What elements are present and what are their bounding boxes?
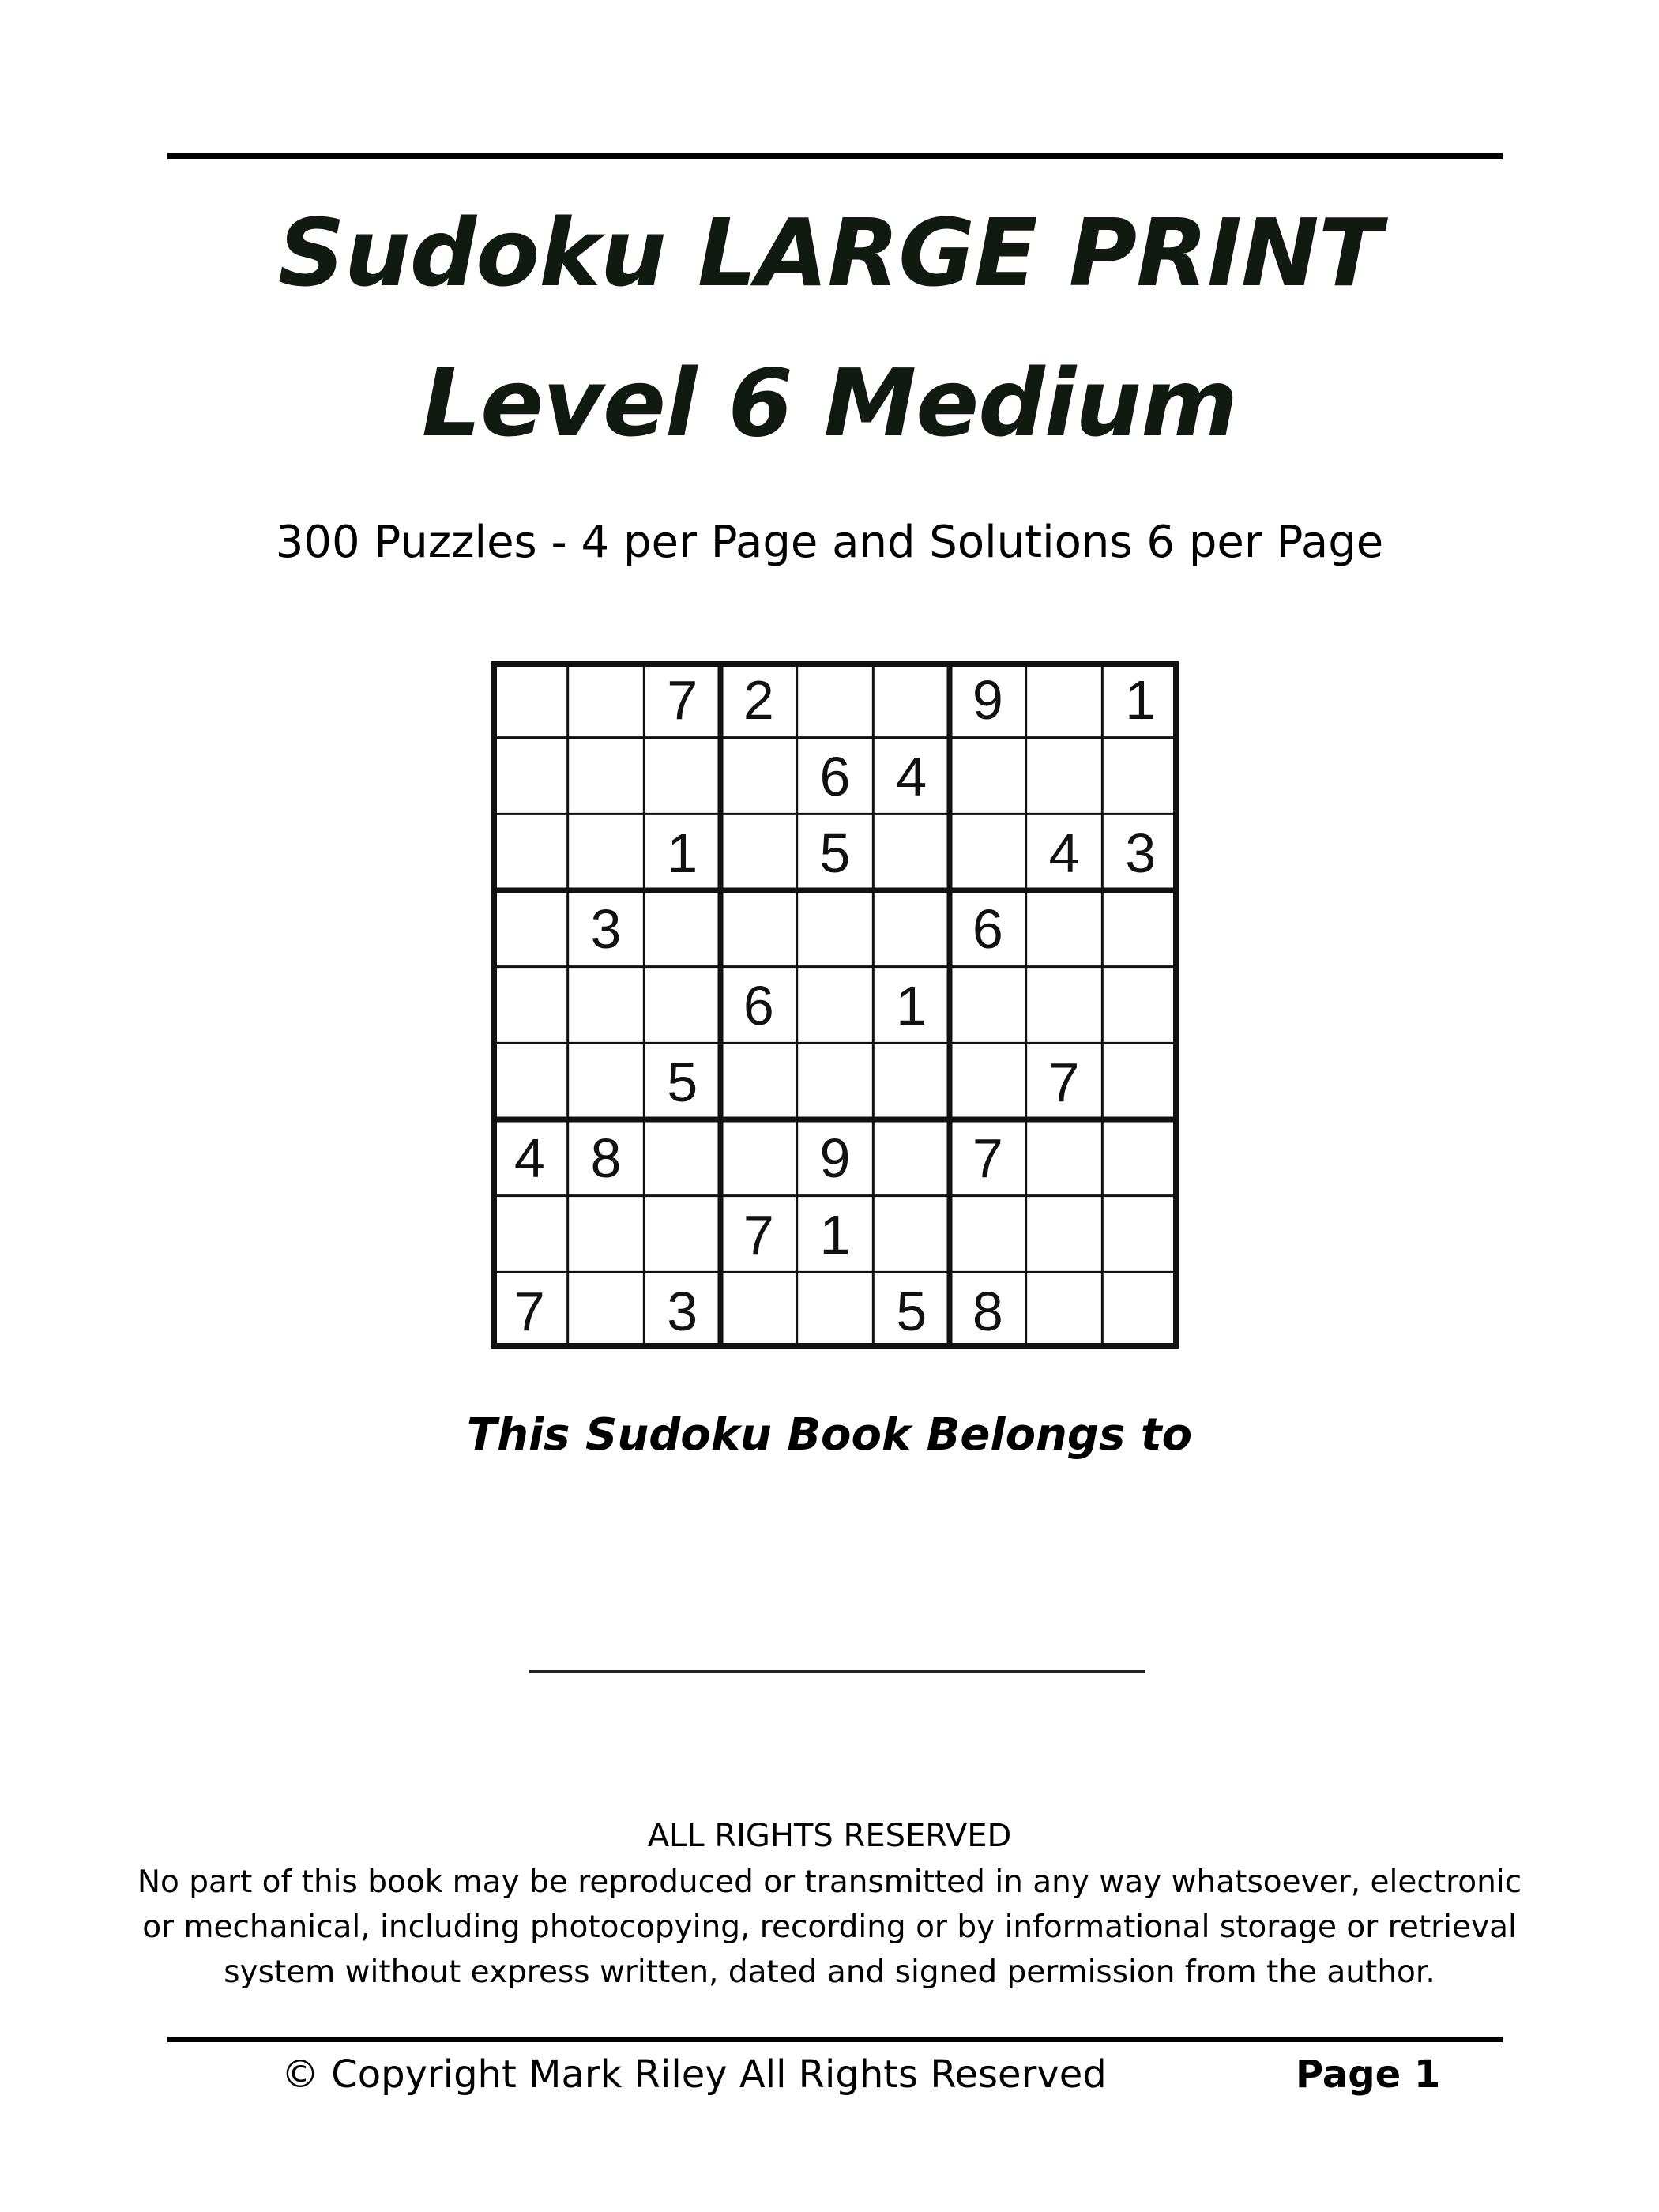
sudoku-empty-cell <box>568 814 644 890</box>
sudoku-empty-cell <box>720 814 796 890</box>
sudoku-empty-cell <box>1026 1196 1102 1272</box>
sudoku-empty-cell <box>1103 738 1179 814</box>
sudoku-empty-cell <box>1026 967 1102 1043</box>
sudoku-given-cell: 8 <box>590 1127 622 1190</box>
sudoku-empty-cell <box>720 738 796 814</box>
sudoku-empty-cell <box>797 1273 873 1349</box>
rights-heading: ALL RIGHTS RESERVED <box>647 1818 1012 1854</box>
sudoku-given-cell: 6 <box>743 975 774 1036</box>
sudoku-empty-cell <box>1026 1119 1102 1195</box>
sudoku-empty-cell <box>491 1044 567 1119</box>
sudoku-empty-cell <box>720 890 796 966</box>
sudoku-empty-cell <box>720 1273 796 1349</box>
sudoku-given-cell: 1 <box>896 975 927 1036</box>
sudoku-empty-cell <box>874 1196 950 1272</box>
copyright-notice: © Copyright Mark Riley All Rights Reserved <box>281 2052 1107 2097</box>
sudoku-given-cell: 5 <box>819 822 851 884</box>
book-subtitle: 300 Puzzles - 4 per Page and Solutions 6 per Page <box>275 517 1384 568</box>
rights-notice: No part of this book may be reproduced or transmitted in any way whatsoever, electronic or mechanical, including photocopying, recording or by informational storage or retrieval system without express written, dated and signed permission from the author. <box>137 1864 1522 1990</box>
sudoku-given-cell: 7 <box>667 669 698 732</box>
sudoku-empty-cell <box>645 1196 720 1272</box>
sudoku-empty-cell <box>1103 1119 1179 1195</box>
sudoku-empty-cell <box>645 1119 720 1195</box>
sudoku-empty-cell <box>720 1119 796 1195</box>
sudoku-empty-cell <box>797 661 873 737</box>
sudoku-empty-cell <box>568 738 644 814</box>
sudoku-given-cell: 6 <box>972 898 1003 961</box>
sudoku-empty-cell <box>491 814 567 890</box>
sudoku-empty-cell <box>950 1044 1025 1119</box>
sudoku-empty-cell <box>1103 890 1179 966</box>
sudoku-empty-cell <box>645 890 720 966</box>
sudoku-empty-cell <box>874 814 950 890</box>
sudoku-given-cell: 2 <box>743 669 774 732</box>
sudoku-empty-cell <box>720 1044 796 1119</box>
sudoku-empty-cell <box>491 661 567 737</box>
sudoku-empty-cell <box>568 1273 644 1349</box>
sudoku-given-cell: 5 <box>896 1280 927 1342</box>
sudoku-given-cell: 9 <box>972 669 1003 732</box>
sudoku-empty-cell <box>491 738 567 814</box>
sudoku-empty-cell <box>797 1044 873 1119</box>
sudoku-empty-cell <box>1103 1044 1179 1119</box>
sudoku-given-cell: 3 <box>590 898 622 961</box>
sudoku-empty-cell <box>568 967 644 1043</box>
sudoku-empty-cell <box>874 661 950 737</box>
book-title-line1: Sudoku LARGE PRINT <box>277 198 1382 307</box>
sudoku-empty-cell <box>1103 1273 1179 1349</box>
sudoku-given-cell: 7 <box>514 1280 545 1342</box>
sudoku-empty-cell <box>874 1119 950 1195</box>
sudoku-empty-cell <box>645 967 720 1043</box>
sudoku-given-cell: 7 <box>743 1204 774 1266</box>
sudoku-empty-cell <box>950 967 1025 1043</box>
sudoku-empty-cell <box>797 890 873 966</box>
sudoku-given-cell: 1 <box>819 1204 851 1266</box>
sudoku-given-cell: 9 <box>819 1127 851 1190</box>
sudoku-empty-cell <box>645 738 720 814</box>
sudoku-given-cell: 8 <box>972 1280 1003 1342</box>
sudoku-empty-cell <box>491 890 567 966</box>
sudoku-empty-cell <box>568 1044 644 1119</box>
sudoku-given-cell: 6 <box>819 746 851 807</box>
sudoku-empty-cell <box>1103 967 1179 1043</box>
sudoku-given-cell: 5 <box>667 1051 698 1113</box>
sudoku-given-cell: 4 <box>514 1127 545 1190</box>
sudoku-grid <box>491 661 1179 1349</box>
sudoku-empty-cell <box>797 967 873 1043</box>
sudoku-given-cell: 7 <box>972 1127 1003 1190</box>
sudoku-empty-cell <box>568 661 644 737</box>
sudoku-given-cell: 3 <box>667 1280 698 1342</box>
owner-label: This Sudoku Book Belongs to <box>466 1409 1193 1461</box>
top-rule <box>167 153 1503 159</box>
sudoku-empty-cell <box>874 890 950 966</box>
sudoku-empty-cell <box>1103 1196 1179 1272</box>
bottom-rule <box>167 2037 1503 2042</box>
sudoku-given-cell: 7 <box>1048 1051 1080 1113</box>
sudoku-empty-cell <box>1026 738 1102 814</box>
sudoku-empty-cell <box>950 814 1025 890</box>
sudoku-given-cell: 3 <box>1125 822 1157 884</box>
sudoku-empty-cell <box>1026 890 1102 966</box>
sudoku-empty-cell <box>874 1044 950 1119</box>
sudoku-given-cell: 1 <box>1125 669 1157 732</box>
sudoku-empty-cell <box>1026 661 1102 737</box>
sudoku-given-cell: 4 <box>1048 822 1080 884</box>
sudoku-empty-cell <box>491 967 567 1043</box>
book-title-line2: Level 6 Medium <box>421 348 1238 457</box>
sudoku-empty-cell <box>950 1196 1025 1272</box>
sudoku-given-cell: 1 <box>667 822 698 884</box>
page-number: Page 1 <box>1296 2052 1441 2097</box>
sudoku-empty-cell <box>568 1196 644 1272</box>
sudoku-empty-cell <box>491 1196 567 1272</box>
sudoku-empty-cell <box>1026 1273 1102 1349</box>
sudoku-given-cell: 4 <box>896 746 927 807</box>
sudoku-empty-cell <box>950 738 1025 814</box>
owner-name-line <box>529 1670 1146 1673</box>
